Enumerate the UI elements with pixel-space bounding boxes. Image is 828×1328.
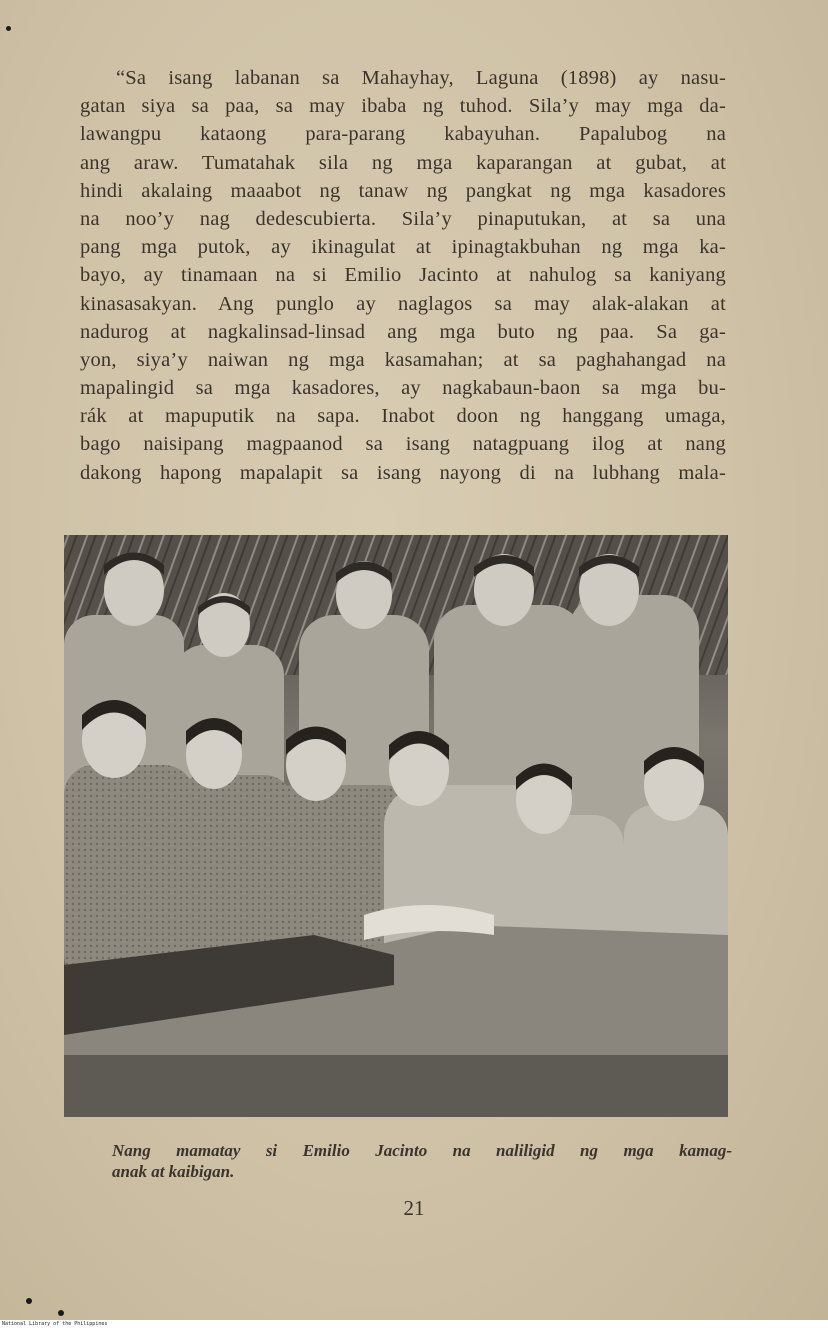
body-text: [80, 64, 726, 487]
text-line: pang mga putok, ay ikinagulat at ipinagtakbuhan ng mga ka-: [80, 236, 726, 259]
group-photograph: [64, 535, 728, 1117]
text-line: bago naisipang magpaanod sa isang natagpuang ilog at nang: [80, 433, 726, 456]
text-line: na noo’y nag dedescubierta. Sila’y pinaputukan, at sa una: [80, 207, 726, 230]
text-line: yon, siya’y naiwan ng mga kasamahan; at sa paghahangad na: [80, 348, 726, 371]
text-line: bayo, ay tinamaan na si Emilio Jacinto at nahulog sa kaniyang: [80, 264, 726, 287]
text-line: rák at mapuputik na sapa. Inabot doon ng hanggang umaga,: [80, 405, 726, 428]
library-watermark: National Library of the Philippines: [2, 1321, 108, 1327]
caption-line: anak at kaibigan.: [112, 1162, 235, 1181]
text-line: dakong hapong mapalapit sa isang nayong di na lubhang mala-: [80, 461, 726, 484]
photo-caption: [112, 1140, 732, 1182]
page-number: 21: [403, 1196, 425, 1220]
text-line: mapalingid sa mga kasadores, ay nagkabaun-baon sa mga bu-: [80, 377, 726, 400]
ink-speck: [58, 1310, 64, 1316]
scan-footer: [0, 1320, 828, 1328]
ink-speck: [6, 26, 11, 31]
text-line: “Sa isang labanan sa Mahayhay, Laguna (1898) ay nasu-: [116, 67, 726, 89]
text-line: hindi akalaing maaabot ng tanaw ng pangkat ng mga kasadores: [80, 179, 726, 202]
text-line: nadurog at nagkalinsad-linsad ang mga buto ng paa. Sa ga-: [80, 320, 726, 343]
text-line: kinasasakyan. Ang punglo ay naglagos sa may alak-alakan at: [80, 292, 726, 315]
caption-line: Nang mamatay si Emilio Jacinto na naliligid ng mga kamag-: [112, 1141, 732, 1160]
ink-speck: [26, 1298, 32, 1304]
text-line: gatan siya sa paa, sa may ibaba ng tuhod. Sila’y may mga da-: [80, 95, 726, 118]
text-line: lawangpu kataong para-parang kabayuhan. Papalubog na: [80, 123, 726, 146]
text-line: ang araw. Tumatahak sila ng mga kaparangan at gubat, at: [80, 151, 726, 174]
